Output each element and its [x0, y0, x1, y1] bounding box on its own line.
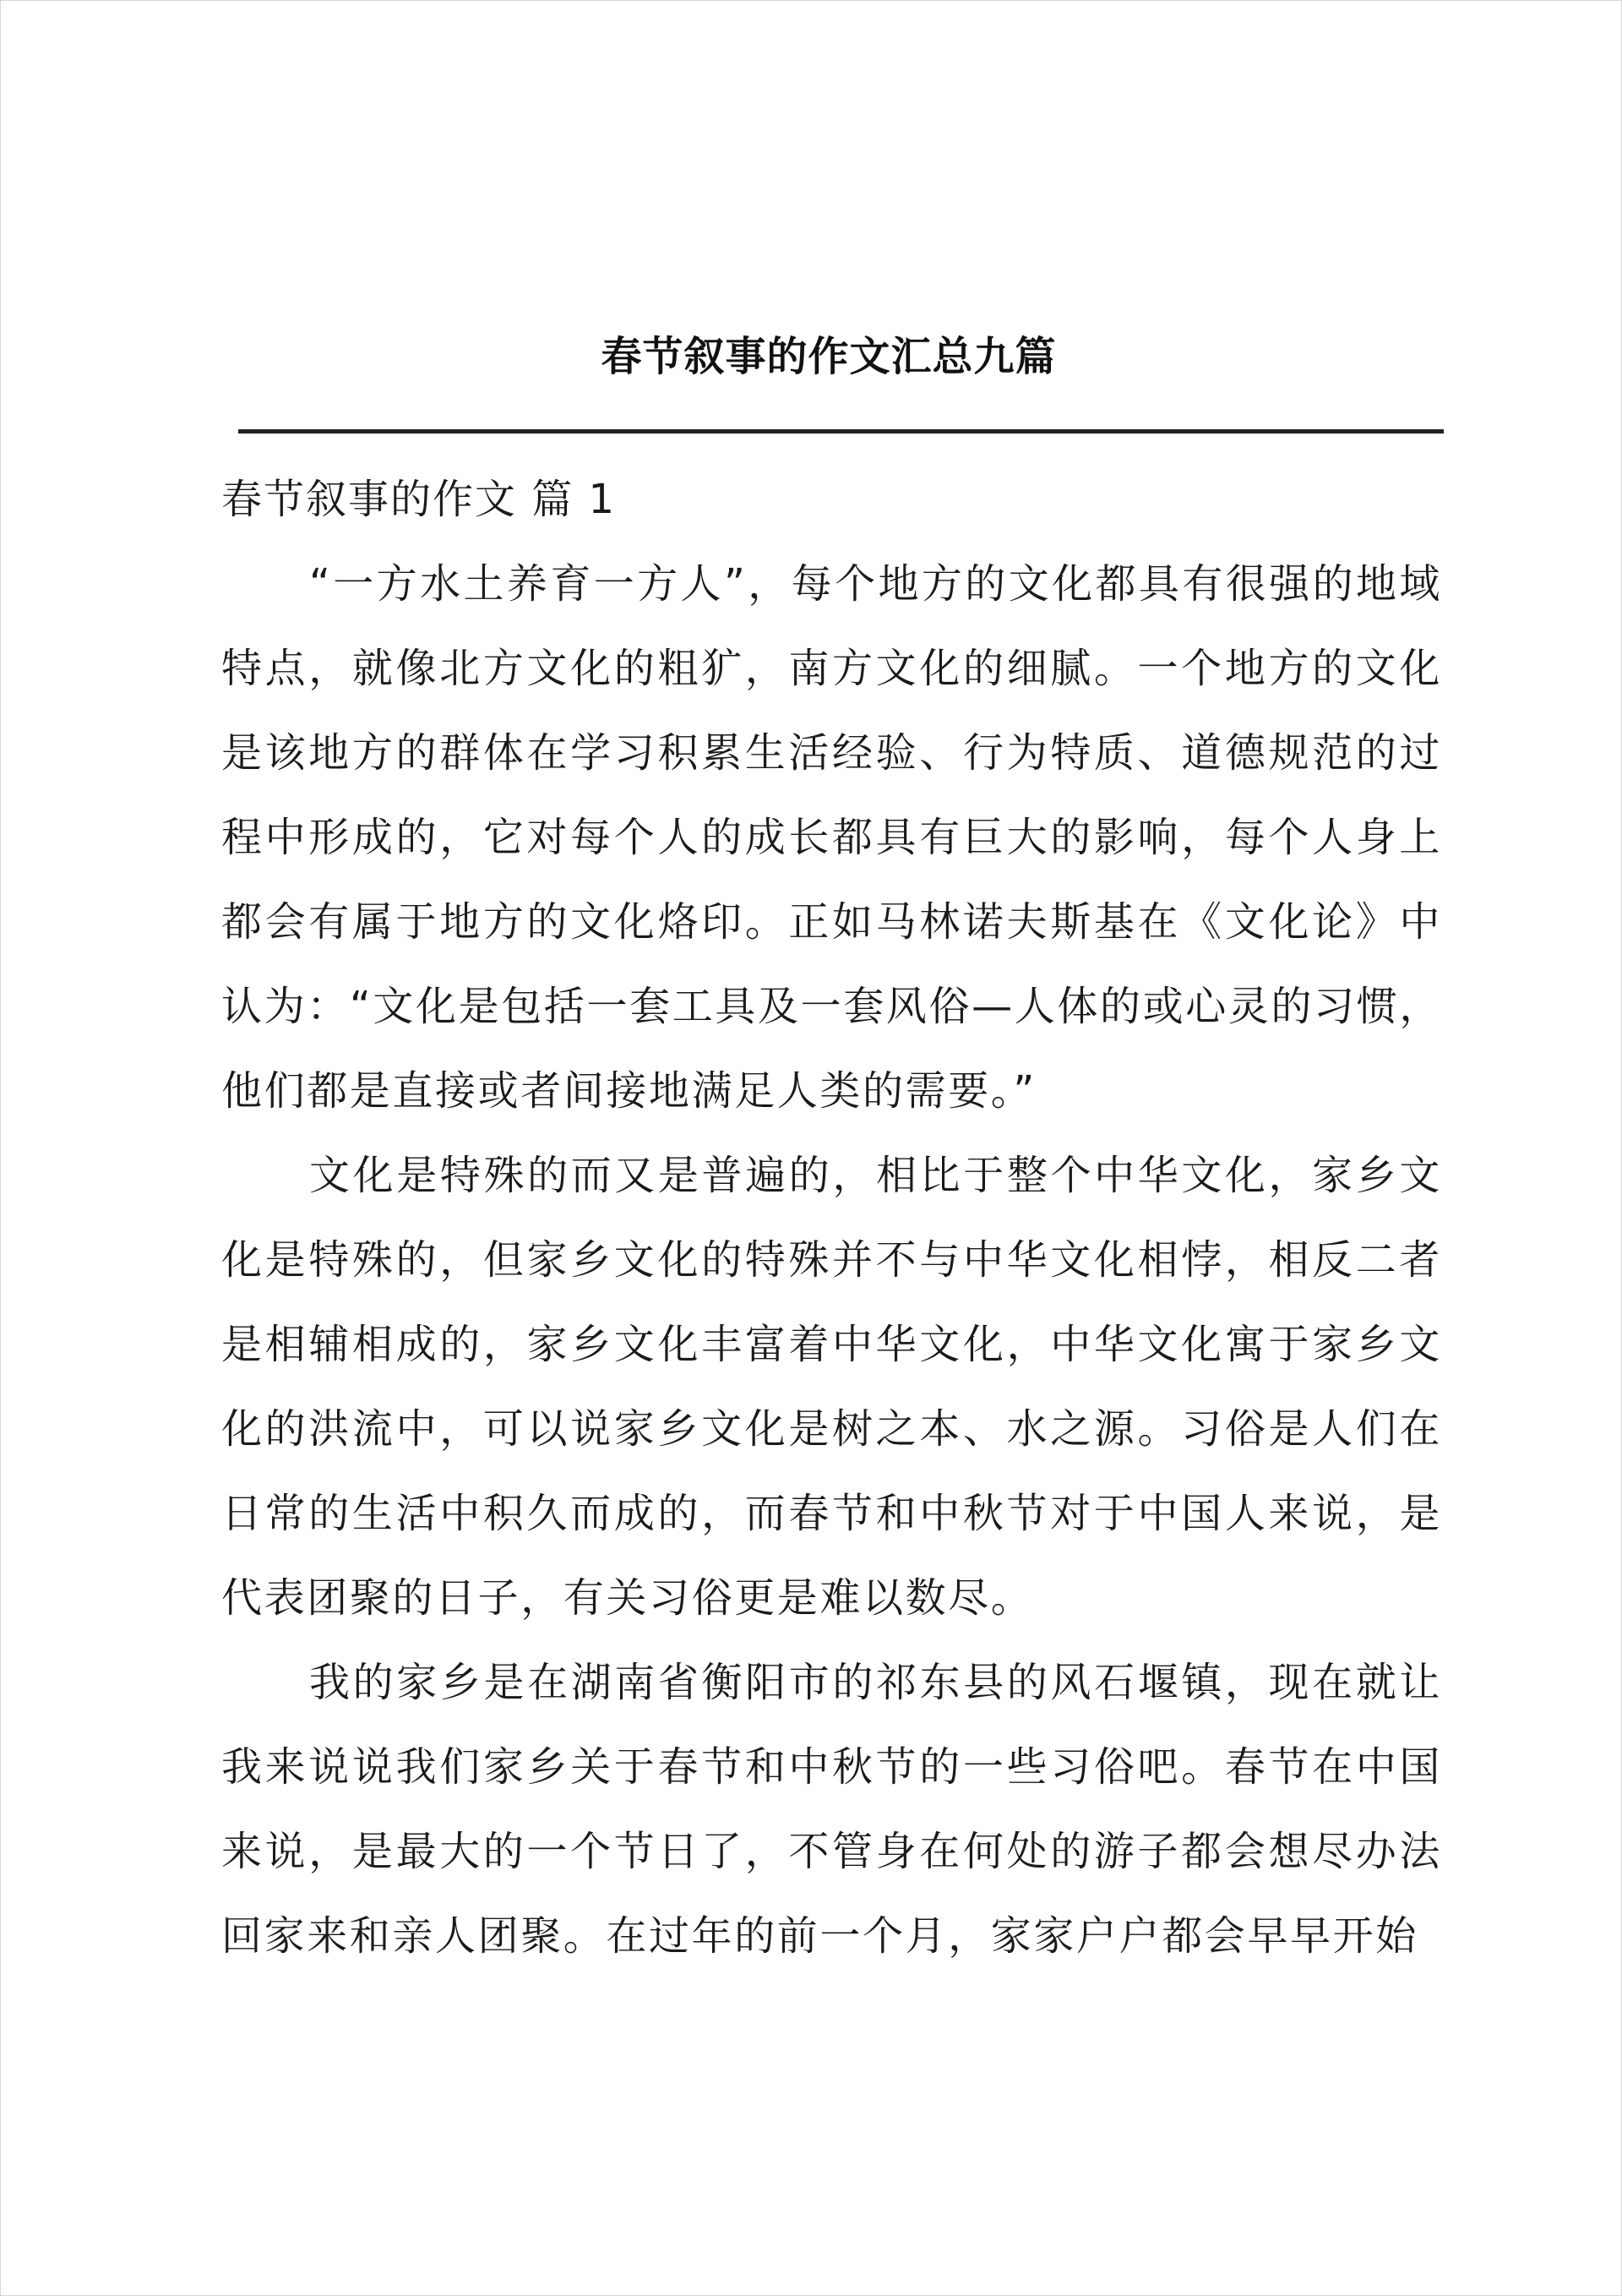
document-title: 春节叙事的作文汇总九篇 [601, 333, 1057, 380]
document-body [221, 457, 1442, 1978]
paragraph-3: 我的家乡是在湖南省衡阳市的祁东县的风石堰镇，现在就让我来说说我们家乡关于春节和中秋节的一些习俗吧。春节在中国来说，是最大的一个节日了，不管身在何处的游子都会想尽办法回家来和亲人团聚。在过年的前一个月，家家户户都会早早开始 [221, 1659, 1442, 1960]
paragraph-2: 文化是特殊的而又是普遍的，相比于整个中华文化，家乡文化是特殊的，但家乡文化的特殊并不与中华文化相悖，相反二者是相辅相成的，家乡文化丰富着中华文化，中华文化寓于家乡文化的洪流中，可以说家乡文化是树之本、水之源。习俗是人们在日常的生活中积久而成的，而春节和中秋节对于中国人来说，是代表团聚的日子，有关习俗更是难以数尽。 [221, 1152, 1442, 1622]
section-heading: 春节叙事的作文 篇 1 [221, 476, 617, 523]
paragraph-1: “一方水土养育一方人”，每个地方的文化都具有很强的地域特点，就像北方文化的粗犷，南方文化的细腻。一个地方的文化是该地方的群体在学习积累生活经验、行为特质、道德规范的过程中形成的，它对每个人的成长都具有巨大的影响，每个人身上都会有属于地方的文化烙印。正如马林诺夫斯基在《文化论》中认为：“文化是包括一套工具及一套风俗—人体的或心灵的习惯，他们都是直接或者间接地满足人类的需要。” [221, 560, 1442, 1115]
title-divider [238, 429, 1444, 434]
